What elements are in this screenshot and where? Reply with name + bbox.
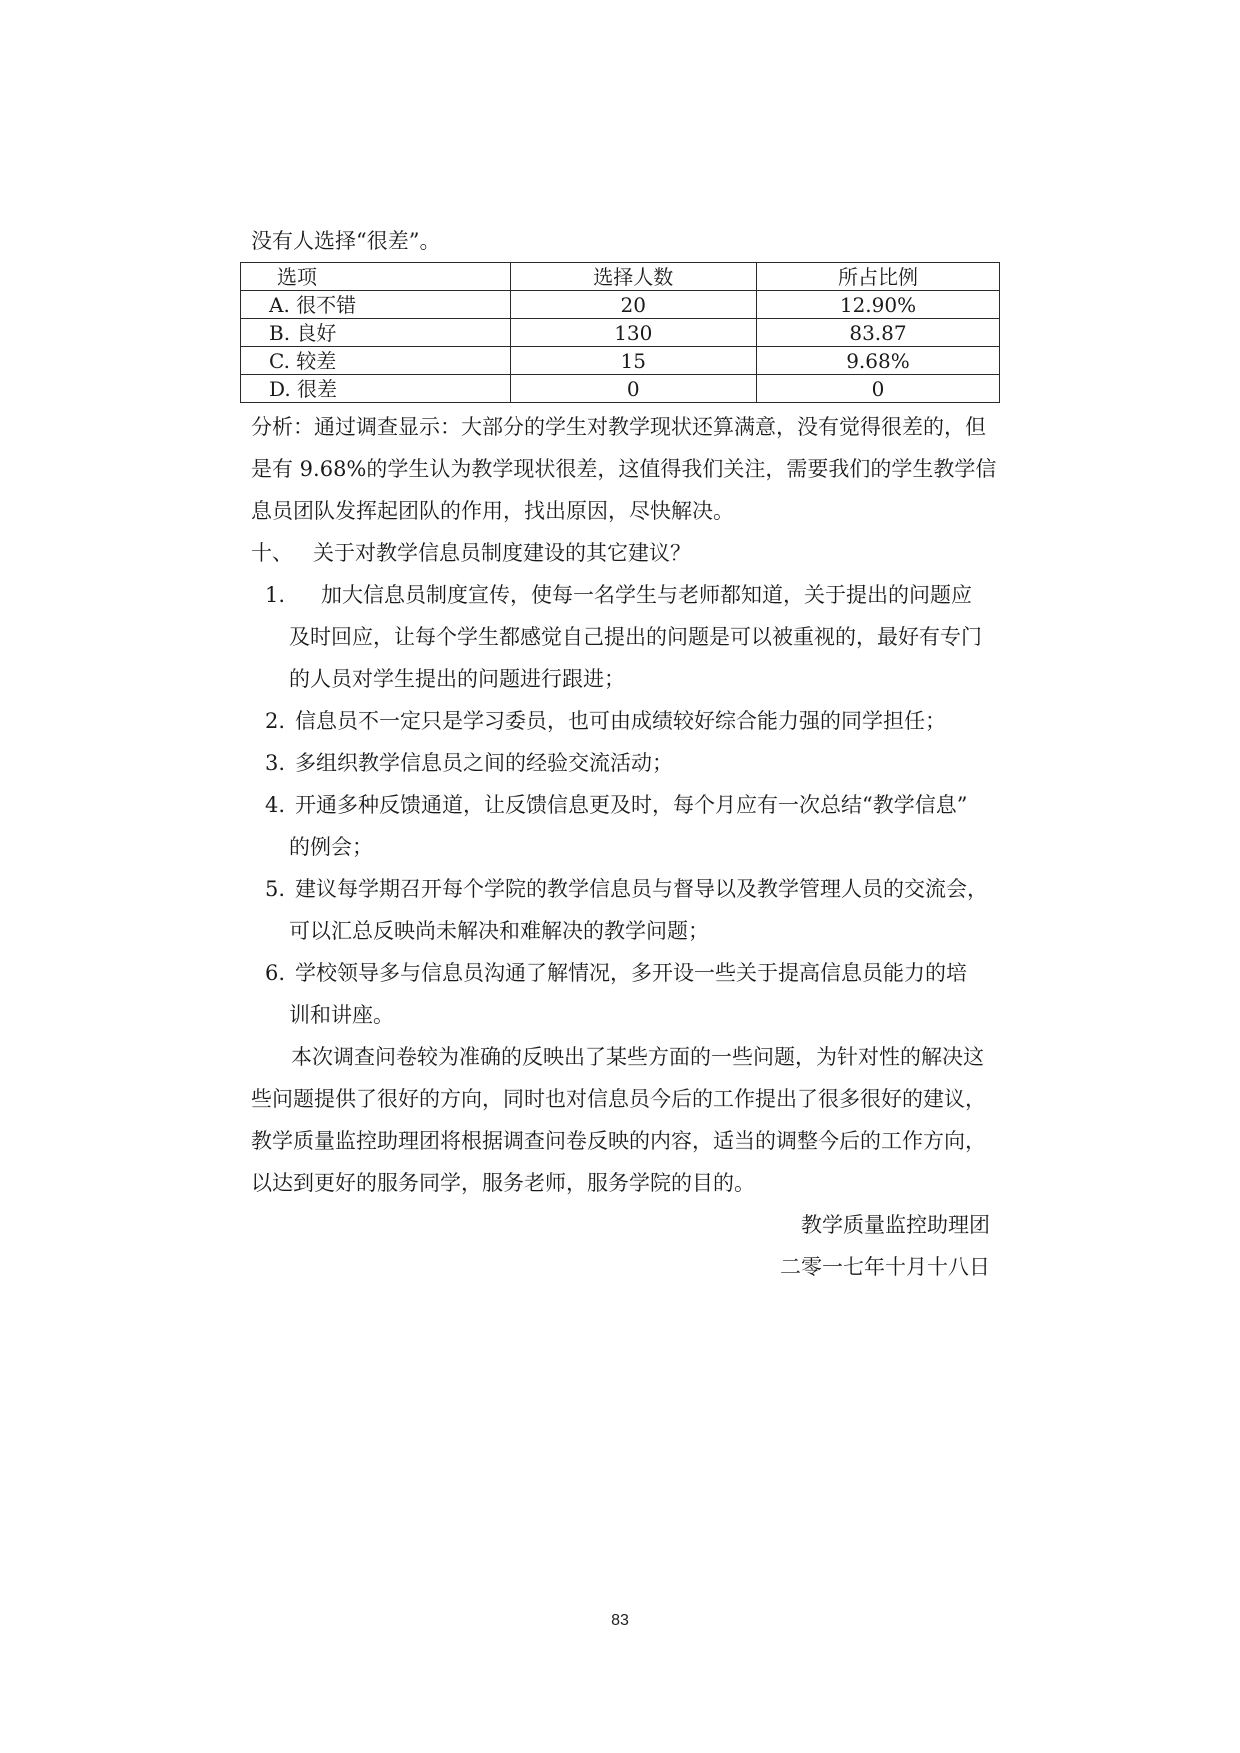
item-number: 3.	[265, 751, 286, 775]
cell-count: 130	[510, 319, 756, 347]
item-number: 6.	[265, 961, 286, 985]
cell-option: B. 良好	[241, 319, 511, 347]
list-item	[265, 790, 967, 820]
survey-table	[240, 262, 1000, 403]
cell-count: 15	[510, 347, 756, 375]
analysis-line: 是有 9.68%的学生认为教学现状很差，这值得我们关注，需要我们的学生教学信	[251, 457, 997, 481]
conclusion-line: 教学质量监控助理团将根据调查问卷反映的内容，适当的调整今后的工作方向，	[251, 1129, 986, 1153]
header-ratio: 所占比例	[756, 263, 999, 291]
cell-ratio: 9.68%	[756, 347, 999, 375]
cell-ratio: 83.87	[756, 319, 999, 347]
item-text: 多组织教学信息员之间的经验交流活动；	[295, 751, 673, 775]
conclusion-line: 以达到更好的服务同学，服务老师，服务学院的目的。	[251, 1171, 755, 1195]
item-number: 2.	[265, 709, 286, 733]
item-number: 4.	[265, 793, 286, 817]
item-text-continued: 训和讲座。	[289, 1003, 394, 1027]
analysis-line: 分析：通过调查显示：大部分的学生对教学现状还算满意，没有觉得很差的，但	[251, 415, 986, 439]
item-text: 建议每学期召开每个学院的教学信息员与督导以及教学管理人员的交流会，	[295, 877, 988, 901]
header-count: 选择人数	[510, 263, 756, 291]
signature-org: 教学质量监控助理团	[801, 1213, 990, 1237]
cell-count: 20	[510, 291, 756, 319]
cell-ratio: 0	[756, 375, 999, 403]
table-row	[241, 319, 1000, 347]
list-item	[265, 958, 967, 988]
item-text: 学校领导多与信息员沟通了解情况，多开设一些关于提高信息员能力的培	[295, 961, 967, 985]
section-title: 关于对教学信息员制度建设的其它建议？	[313, 541, 691, 565]
list-item	[265, 706, 946, 736]
section-number: 十、	[251, 541, 293, 565]
list-item	[265, 748, 673, 778]
list-item	[265, 874, 988, 904]
table-row	[241, 375, 1000, 403]
cell-option: A. 很不错	[241, 291, 511, 319]
intro-text: 没有人选择“很差”。	[251, 229, 441, 253]
header-option: 选项	[241, 263, 511, 291]
signature-date: 二零一七年十月十八日	[780, 1255, 990, 1279]
item-text-continued: 的例会；	[289, 835, 373, 859]
conclusion-line: 些问题提供了很好的方向，同时也对信息员今后的工作提出了很多很好的建议，	[251, 1087, 986, 1111]
item-text-continued: 及时回应，让每个学生都感觉自己提出的问题是可以被重视的，最好有专门	[289, 625, 982, 649]
table-row	[241, 291, 1000, 319]
item-text-continued: 的人员对学生提出的问题进行跟进；	[289, 667, 625, 691]
item-text-continued: 可以汇总反映尚未解决和难解决的教学问题；	[289, 919, 709, 943]
item-text: 信息员不一定只是学习委员，也可由成绩较好综合能力强的同学担任；	[295, 709, 946, 733]
page-number: 83	[611, 1612, 629, 1629]
item-number: 1.	[265, 583, 286, 607]
table-header-row	[241, 263, 1000, 291]
analysis-line: 息员团队发挥起团队的作用，找出原因，尽快解决。	[251, 499, 734, 523]
table-row	[241, 347, 1000, 375]
conclusion-line: 本次调查问卷较为准确的反映出了某些方面的一些问题，为针对性的解决这	[291, 1045, 984, 1069]
cell-option: D. 很差	[241, 375, 511, 403]
item-number: 5.	[265, 877, 286, 901]
cell-count: 0	[510, 375, 756, 403]
item-text: 加大信息员制度宣传，使每一名学生与老师都知道，关于提出的问题应	[321, 583, 972, 607]
cell-ratio: 12.90%	[756, 291, 999, 319]
section-heading	[251, 538, 691, 568]
cell-option: C. 较差	[241, 347, 511, 375]
list-item	[265, 580, 972, 610]
item-text: 开通多种反馈通道，让反馈信息更及时，每个月应有一次总结“教学信息”	[295, 793, 968, 817]
